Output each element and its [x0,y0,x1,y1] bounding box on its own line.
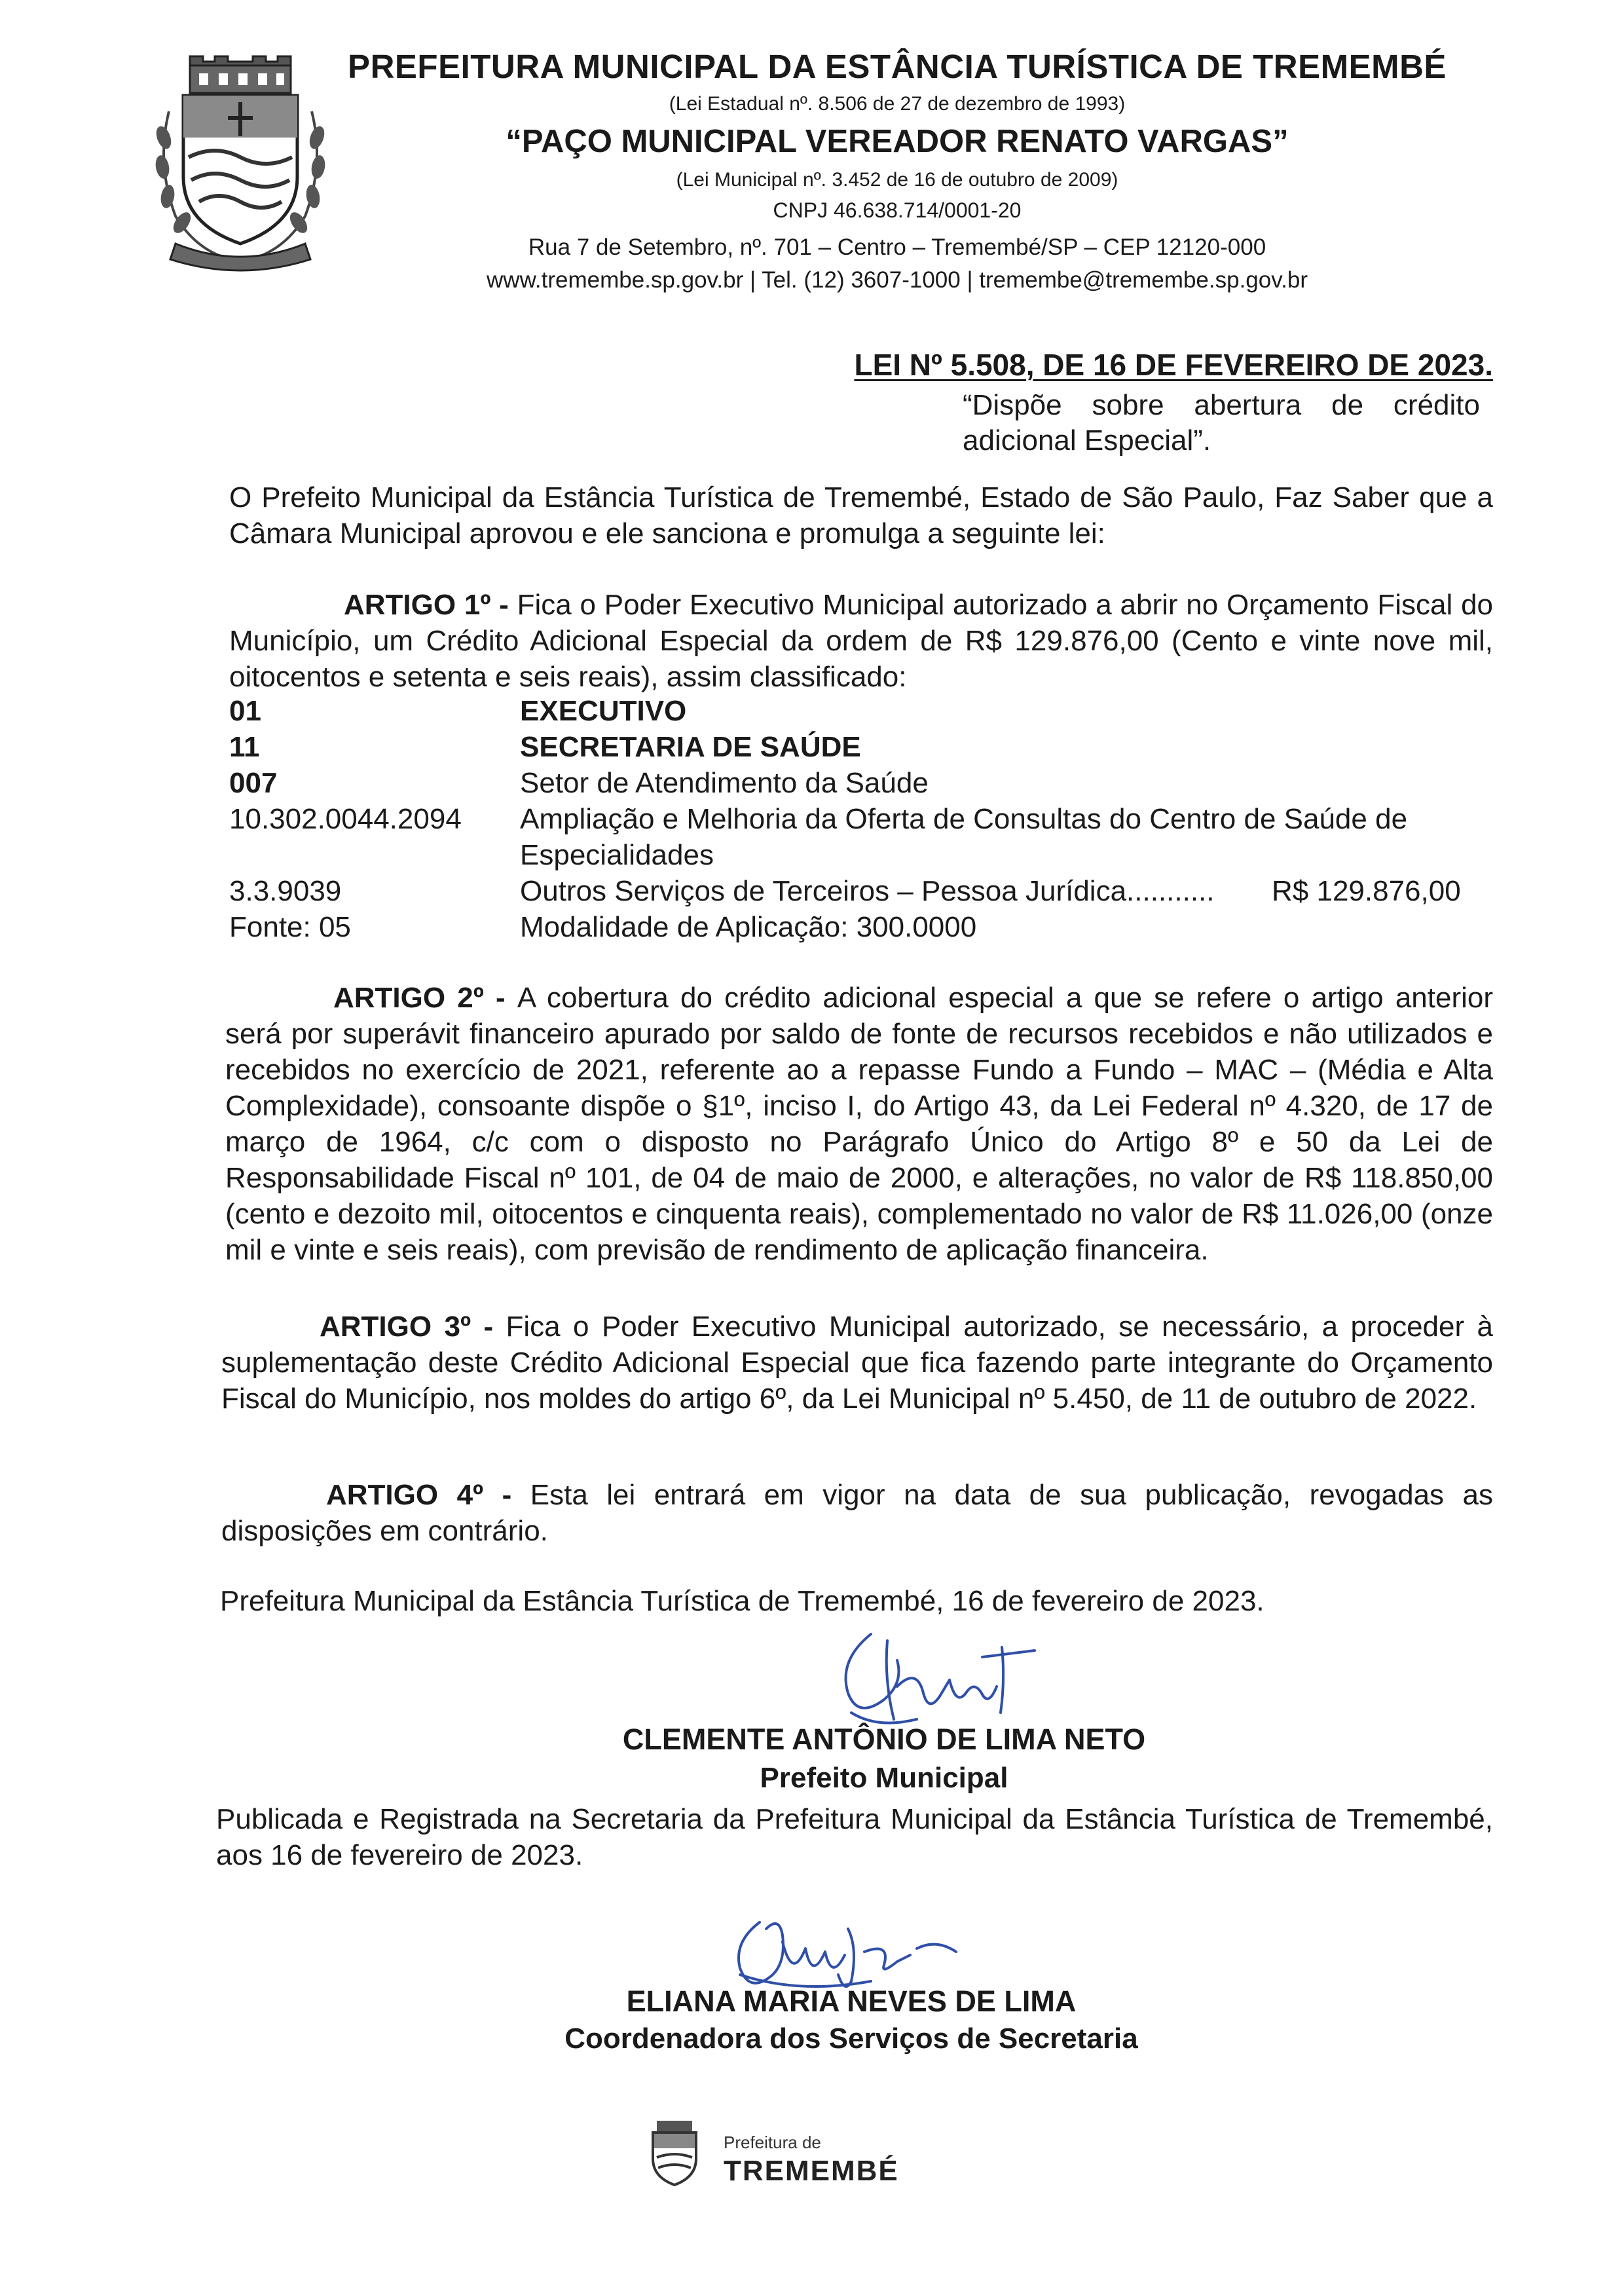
footer-brand: TREMEMBÉ [724,2155,899,2187]
place-date: Prefeitura Municipal da Estância Turística de Tremembé, 16 de fevereiro de 2023. [220,1585,1264,1617]
mayor-role: Prefeito Municipal [760,1762,1008,1794]
classification-desc: Ampliação e Melhoria da Oferta de Consultas do Centro de Saúde de Especialidades [520,803,1408,871]
classification-desc: SECRETARIA DE SAÚDE [520,731,861,763]
article-2-text: A cobertura do crédito adicional especial a que se refere o artigo anterior será por superávit financeiro apurado por saldo de fonte de recursos recebidos e não utilizados e recebidos no exercício de 2021, referente ao a repasse Fundo a Fundo – MAC – (Média e Alta Complexidade), consoante dispõe o §1º, inciso I, do Artigo 43, da Lei Federal nº 4.320, de 17 de março de 1964, c/c com o disposto no Parágrafo Único do Artigo 8º e 50 da Lei de Responsabilidade Fiscal nº 101, de 04 de maio de 2000, e alterações, no valor de R$ 118.850,00 (cento e dezoito mil, oitocentos e cinquenta reais), complementado no valor de R$ 11.026,00 (onze mil e vinte e seis reais), com previsão de rendimento de aplicação financeira. [225,982,1494,1266]
classification-code: Fonte: 05 [229,911,351,943]
address: Rua 7 de Setembro, nº. 701 – Centro – Tremembé/SP – CEP 12120-000 [528,234,1266,260]
classification-desc: EXECUTIVO [520,695,687,727]
publication-note: Publicada e Registrada na Secretaria da Prefeitura Municipal da Estância Turística de Tremembé, aos 16 de fevereiro de 2023. [216,1803,1493,1871]
classification-code: 3.3.9039 [229,875,342,907]
article-3-text: Fica o Poder Executivo Municipal autorizado, se necessário, a proceder à suplementação deste Crédito Adicional Especial que fica fazendo parte integrante do Orçamento Fiscal do Município, nos moldes do artigo 6º, da Lei Municipal nº 5.450, de 11 de outubro de 2022. [221,1311,1494,1415]
classification-code: 11 [229,731,260,763]
state-law-reference: (Lei Estadual nº. 8.506 de 27 de dezembro de 1993) [669,93,1126,115]
classification-desc: Outros Serviços de Terceiros – Pessoa Jurídica........... [520,875,1215,907]
classification-code: 01 [229,695,261,727]
mayor-name: CLEMENTE ANTÔNIO DE LIMA NETO [622,1723,1146,1756]
article-3-label: ARTIGO 3º - [320,1311,506,1343]
article-1-text: Fica o Poder Executivo Municipal autorizado a abrir no Orçamento Fiscal do Município, um Crédito Adicional Especial da ordem de R$ 129.876,00 (Cento e vinte nove mil, oitocentos e setenta e seis reais), assim classificado: [229,589,1494,693]
paco-municipal-title: “PAÇO MUNICIPAL VEREADOR RENATO VARGAS” [506,124,1289,159]
secretary-name: ELIANA MARIA NEVES DE LIMA [626,1985,1077,2018]
law-title: LEI Nº 5.508, DE 16 DE FEVEREIRO DE 2023. [854,348,1493,382]
article-4-label: ARTIGO 4º - [326,1479,530,1511]
secretary-role: Coordenadora dos Serviços de Secretaria [564,2022,1138,2055]
article-4-text: Esta lei entrará em vigor na data de sua publicação, revogadas as disposições em contrário. [221,1479,1494,1547]
classification-code: 10.302.0044.2094 [229,803,462,835]
article-1 [229,587,1493,695]
article-4 [221,1477,1493,1549]
intro-paragraph: O Prefeito Municipal da Estância Turística de Tremembé, Estado de São Paulo, Faz Saber que a Câmara Municipal aprovou e ele sanciona e promulga a seguinte lei: [229,481,1493,550]
municipality-title: PREFEITURA MUNICIPAL DA ESTÂNCIA TURÍSTICA DE TREMEMBÉ [348,48,1447,85]
municipal-law-reference: (Lei Municipal nº. 3.452 de 16 de outubro de 2009) [676,169,1118,191]
mayor-signature-icon [825,1621,1061,1732]
article-2 [225,980,1493,1268]
classification-desc: Setor de Atendimento da Saúde [520,767,929,799]
article-2-label: ARTIGO 2º - [333,982,517,1014]
classification-desc: Modalidade de Aplicação: 300.0000 [520,911,977,943]
article-1-label: ARTIGO 1º - [344,589,517,621]
contact-line: www.tremembe.sp.gov.br | Tel. (12) 3607-1000 | tremembe@tremembe.sp.gov.br [487,267,1308,293]
footer-crest-icon [645,2117,704,2188]
coat-of-arms-icon [149,52,331,275]
article-3 [221,1309,1493,1417]
law-summary: “Dispõe sobre abertura de crédito adicional Especial”. [963,389,1480,457]
classification-code: 007 [229,767,278,799]
cnpj: CNPJ 46.638.714/0001-20 [773,198,1022,222]
footer-small-text: Prefeitura de [724,2133,821,2152]
classification-amount: R$ 129.876,00 [1272,875,1461,907]
